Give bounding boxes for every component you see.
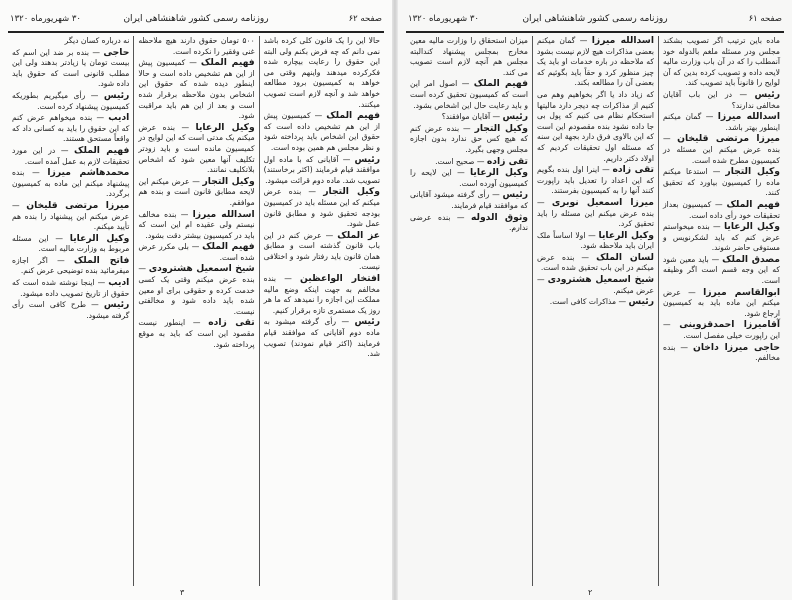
page-number: صفحه ۶۲ — [348, 14, 382, 24]
text-column — [532, 36, 658, 586]
speech-text: — در این مورد تحقیقات لازم به عمل آمده است. — [12, 145, 130, 166]
speech-paragraph — [410, 112, 528, 123]
issue-date: ۳۰ شهریورماه ۱۳۲۰ — [408, 14, 479, 24]
text-column — [259, 36, 384, 586]
speech-text: — بنده عرض میکنم که این مسئله باید در کمیسیون بودجه تحقیق شود و مطابق قانون عمل شود. — [263, 187, 380, 229]
speaker-name: ادیب — [108, 112, 130, 124]
speech-paragraph — [12, 113, 129, 145]
speech-paragraph — [537, 90, 654, 164]
speaker-name: میرزا مرتضی قلیخان — [677, 133, 781, 145]
speech-paragraph — [264, 187, 380, 229]
speech-paragraph — [264, 274, 380, 316]
speech-text: — اگر اجازه میفرمائید بنده توضیحی عرض کنم. — [12, 255, 130, 276]
speaker-name: عز الملک — [337, 229, 381, 241]
speech-paragraph — [663, 90, 780, 111]
speaker-name: اسدالله میرزا — [591, 36, 654, 46]
speech-text: — بنده عرض میکنم این مسئله را باید تحقیق کرد. — [537, 197, 654, 229]
speaker-name: حاجی میرزا داخان — [693, 341, 780, 353]
speech-text: — بنده مخالف نیستم ولی عقیده ام این است که باید در کمیسیون بیشتر دقت بشود. — [138, 209, 255, 240]
speech-text: میزان استحقاق را وزارت مالیه معین مخارج بمجلس پیشنهاد کندالبته مجلس هم آنچه لازم است تصویب می کند. — [410, 36, 528, 77]
speaker-name: فهیم الملک — [473, 78, 528, 90]
speech-paragraph — [138, 318, 254, 350]
speech-text: ماده باین ترتیب اگر تصویب بشکند مجلس ودر مسئله ملغم بالدوله خود آنمطلب را که در آن باب وزارت مالیه لایحه داده و تصویب کرده بدین که آن لوایح را قانوناً باید تصویب کند. — [663, 36, 780, 88]
speech-paragraph — [264, 317, 380, 359]
speaker-name: وکیل الرعایا — [69, 232, 130, 244]
speech-text: — در این باب آقایان مخالفی ندارند؟ — [663, 89, 780, 110]
speaker-name: ادیب — [108, 277, 130, 289]
speech-paragraph — [12, 300, 129, 321]
speech-text: — گمان میکنم بعضی مذاکرات هیچ لازم نیست بشود که ملاحظه در باره خدمات او باید یک چیز منظور کرد و حقاً باید بگوئیم که بعضی آن را مطالعه بکند. — [537, 36, 654, 88]
speech-paragraph — [138, 177, 254, 209]
speaker-name: رئیس — [502, 189, 528, 201]
speaker-name: اسدالله میرزا — [717, 111, 780, 123]
speech-text: — بنده عرض میکنم یک مدتی است که این لوایح در کمیسیون مانده است و باید زودتر تکلیف آنها معین شود که اشخاص بلاتکلیف نمانند. — [138, 122, 255, 175]
speaker-name: وکیل الرعایا — [195, 121, 255, 133]
speaker-name: افتخار الواعظین — [300, 273, 380, 285]
speaker-name: محمدهاشم میرزا — [47, 167, 130, 179]
speech-paragraph — [410, 124, 528, 156]
speaker-name: فهیم الملک — [202, 241, 255, 253]
speaker-name: رئیس — [354, 153, 380, 165]
speaker-name: فهیم الملک — [726, 198, 780, 210]
speech-text: ۵۰۰ تومان حقوق دارند هیچ ملاحظه غنی وفقیر را نکرده است. — [138, 36, 255, 56]
speech-paragraph — [12, 278, 129, 299]
speech-text: — کمیسیون پیش از این هم تشخیص داده است و حالا اینطور دیده شده که حقوق این اشخاص بدون ملاحظه برقرار شده است و بعد از این هم باید مراقبت شود. — [138, 58, 255, 121]
speech-paragraph — [138, 123, 254, 176]
speech-paragraph — [410, 213, 528, 234]
speech-paragraph — [663, 255, 780, 287]
text-column — [406, 36, 532, 586]
speaker-name: حاجی — [103, 46, 130, 58]
speech-text: — عرض میکنم. — [537, 275, 654, 295]
speech-paragraph — [537, 275, 654, 296]
speech-text: — عرض کنم در این باب قانون گذشته است و مطابق همان قانون باید رفتار شود و اختلافی نیست. — [263, 230, 380, 272]
speaker-name: وکیل التجار — [725, 166, 781, 178]
speech-text: — این لایحه را کمیسیون آورده است. — [410, 168, 528, 188]
speech-text: — عرض میکنم این ماده باید به کمیسیون ارجاع شود. — [663, 287, 780, 318]
speech-paragraph — [12, 201, 129, 233]
speech-paragraph — [410, 168, 528, 189]
speech-paragraph — [12, 168, 129, 200]
speaker-name: لسان الملک — [596, 251, 654, 263]
speaker-name: وکیل التجار — [474, 122, 528, 134]
text-column — [133, 36, 258, 586]
speaker-name: فاتح الملک — [73, 254, 130, 266]
speech-text: — باید معین شود که این وجه قسم است اگر وظیفه است. — [663, 254, 780, 286]
speech-text: — استدعا میکنم ماده را کمیسیون بیاورد که تحقیق کنند. — [663, 167, 780, 198]
speaker-name: رئیس — [354, 316, 380, 328]
speech-paragraph — [138, 210, 254, 242]
speech-text: — بنده عرض میکنم وقتی یک کسی خدمت کرده و حقوقی برای او معین شده باید داده شود و مخالفتی نیست. — [138, 264, 255, 316]
speech-paragraph — [264, 231, 380, 273]
header-rule — [8, 31, 384, 33]
speech-text: — عرض میکنم این لایحه مطابق قانون است و بنده هم موافقم. — [138, 176, 255, 207]
speaker-name: تقی زاده — [208, 317, 255, 329]
speech-text: حالا این را یک قانون کلی کرده باشد نمی دانم که چه فرض بکنم ولی البته این حقوق را رعایت بیچاره شده فکرکرده میدهند واینهم وقتی می خواهد به کمیسیون برود مطالعه خواهد شد و آنچه لازم است تصویب میکنند. — [263, 36, 380, 109]
speech-paragraph — [410, 36, 528, 78]
speaker-name: رئیس — [754, 88, 780, 100]
speech-paragraph — [12, 256, 129, 277]
newspaper-title: روزنامه رسمی کشور شاهنشاهی ایران — [522, 14, 668, 24]
speaker-name: رئیس — [502, 111, 528, 123]
speech-text: — گمان میکنم اینطور بهتر باشد. — [663, 112, 780, 132]
newspaper-title: روزنامه رسمی کشور شاهنشاهی ایران — [123, 14, 269, 24]
speaker-name: مصدق الملک — [722, 253, 780, 265]
speaker-name: شیخ اسمعیل هشترودی — [148, 263, 255, 275]
speaker-name: رئیس — [628, 296, 654, 308]
speech-text: — آقایان موافقند؟ — [441, 112, 501, 122]
speech-paragraph — [264, 111, 380, 153]
speech-text: — بنده عرض میکنم در این باب تحقیق شده است. — [537, 252, 654, 273]
speech-paragraph — [663, 112, 780, 133]
speaker-name: فهیم الملک — [74, 144, 130, 156]
speaker-name: وکیل التجار — [202, 175, 255, 187]
speech-text: — بنده عرضی ندارم. — [410, 212, 528, 233]
page-header — [408, 12, 782, 28]
speaker-name: تقی زاده — [612, 164, 655, 176]
speaker-name: آقامیرزا احمدقزوینی — [679, 319, 780, 331]
speaker-name: رئیس — [103, 89, 130, 101]
speech-paragraph — [12, 36, 129, 47]
speaker-name: شیخ اسمعیل هشترودی — [547, 274, 654, 286]
speech-text: — اینجا نوشته شده است که حقوق از تاریخ تصویب داده میشود. — [12, 278, 130, 298]
speaker-name: وثوق الدوله — [470, 211, 528, 223]
speech-text: — عرض میکنم این پیشنهاد را بنده هم تأیید میکنم. — [12, 200, 130, 232]
speech-paragraph — [537, 198, 654, 230]
issue-date: ۳۰ شهریورماه ۱۳۲۰ — [10, 14, 81, 24]
speech-text: که زیاد داد یا اگر بخواهیم وهم می کنیم از مذاکرات چه دیجر دارد مالیتها استحکام نظام می کنیم که پول بی جا داده نشود بنده مقصودم این است که این بالاوی فرق دارد بجهة این سنه که مسئله اول تحقیقات کردیم که اولاد دکتر داریم. — [537, 89, 654, 163]
speech-text: — بنده بر ضد این اسم که بیست تومان یا زیادتر بدهند ولی این مطلب قانونی است که حقوق باید داده شود. — [12, 47, 130, 89]
speech-paragraph — [663, 222, 780, 254]
speech-text: — کمیسیون بعداز تحقیقات خود رأی داده است. — [663, 199, 780, 220]
speech-text: — کمیسیون پیش از این هم تشخیص داده است که حقوق این اشخاص باید پرداخته شود و نظر مجلس هم همین بوده است. — [263, 111, 380, 152]
speech-paragraph — [264, 36, 380, 110]
speech-text: — بنده میخواستم عرض کنم که باید لشکرنویس و مستوفی حاضر شوند. — [663, 222, 780, 253]
speech-text: — بنده میخواهم عرض کنم که این حقوق را باید به کسانی داد که واقعاً مستحق هستند. — [12, 113, 130, 144]
speaker-name: تقی زاده — [486, 155, 528, 167]
speech-paragraph — [537, 253, 654, 274]
speech-paragraph — [663, 134, 780, 166]
speech-text: — اولا اساساً ملک ایران باید ملاحظه شود. — [537, 230, 654, 251]
speech-paragraph — [410, 157, 528, 168]
speaker-name: میرزا مرتضی قلیخان — [26, 199, 130, 211]
left-page — [0, 0, 392, 600]
speech-paragraph — [663, 320, 780, 341]
speech-text: — آقایانی که با ماده اول موافقند قیام فرمایند (اکثر برخاستند) تصویب شد. ماده دوم قرائت میشود. — [263, 154, 380, 185]
speech-paragraph — [410, 190, 528, 211]
speech-text: — اینطور نیست مقصود این است که باید به موقع پرداخته شود. — [138, 318, 255, 349]
speech-text: — بنده عرض کنم که هیچ کس حق ندارد بدون اجازه مجلس وجهی بگیرد. — [410, 123, 528, 154]
speech-paragraph — [12, 91, 129, 112]
footer-number: ۳ — [180, 588, 185, 597]
speech-paragraph — [138, 264, 254, 317]
speaker-name: وکیل التجار — [323, 186, 380, 198]
speech-text: — اینرا اول بنده بگویم که این اعداد را تعدیل باید راپورت کنند آنها را به کمیسیون بفرستند. — [537, 165, 654, 196]
text-columns — [8, 36, 384, 586]
speech-paragraph — [663, 288, 780, 320]
speaker-name: ابوالقاسم میرزا — [703, 286, 780, 298]
speech-text: — این راپورت خیلی مفصل است. — [663, 320, 780, 341]
speech-paragraph — [12, 146, 129, 167]
speech-paragraph — [537, 165, 654, 197]
speech-paragraph — [537, 231, 654, 252]
speaker-name: وکیل الرعایا — [723, 221, 780, 233]
speech-paragraph — [663, 343, 780, 364]
speech-text: — صحیح است. — [435, 156, 485, 166]
speaker-name: وکیل الرعایا — [598, 229, 654, 241]
speech-text: — بنده مخالفم به جهت اینکه وضع مالیه مملکت این اجازه را نمیدهد که ما هر روز یک مستمری تازه برقرار کنیم. — [263, 274, 380, 315]
speech-paragraph — [12, 48, 129, 90]
text-column — [658, 36, 784, 586]
speech-text: — بلی مکرر عرض شده است. — [138, 242, 255, 262]
speech-paragraph — [138, 36, 254, 57]
speech-paragraph — [537, 297, 654, 308]
speech-text: — بنده پیشنهاد میکنم این ماده به کمیسیون برگردد. — [12, 168, 130, 199]
speaker-name: رئیس — [103, 299, 130, 311]
speech-paragraph — [138, 58, 254, 122]
page-header — [10, 12, 382, 28]
speech-text: — بنده عرض میکنم این مسئله در کمیسیون مطرح شده است. — [663, 134, 780, 165]
speech-paragraph — [663, 200, 780, 221]
speech-text: — مذاکرات کافی است. — [549, 297, 627, 307]
speech-text: — بنده مخالفم. — [663, 342, 780, 363]
speaker-name: میرزا اسمعیل نوبری — [551, 196, 654, 208]
speaker-name: اسدالله میرزا — [192, 208, 255, 220]
speech-paragraph — [264, 155, 380, 187]
speaker-name: فهیم الملک — [200, 57, 255, 69]
speech-paragraph — [537, 36, 654, 89]
speech-text: — رأی گرفته میشود آقایانی که موافقند قیام فرمایند. — [410, 190, 528, 210]
right-page — [398, 0, 792, 600]
speech-paragraph — [663, 36, 780, 89]
speech-paragraph — [138, 242, 254, 263]
speech-text: — رأی گرفته میشود به ماده دوم آقایانی که موافقند قیام فرمایند (اکثر قیام نمودند) تصویب شد. — [263, 317, 380, 359]
speaker-name: فهیم الملک — [326, 110, 380, 122]
speech-text: — رأی میگیریم بطوریکه کمیسیون پیشنهاد کرده است. — [12, 90, 130, 111]
speech-text: نه درباره کسان دیگر — [64, 36, 130, 45]
speech-paragraph — [663, 167, 780, 199]
text-columns — [406, 36, 784, 586]
page-number: صفحه ۶۱ — [748, 14, 782, 24]
header-rule — [406, 31, 784, 33]
speech-text: — طرح کافی است رأی گرفته میشود. — [12, 300, 130, 320]
speaker-name: وکیل الرعایا — [469, 167, 528, 179]
text-column — [8, 36, 133, 586]
speech-paragraph — [410, 79, 528, 111]
footer-number: ۲ — [588, 588, 593, 597]
speech-paragraph — [12, 234, 129, 255]
speech-text: — اصول امر این است که کمیسیون تحقیق کرده است و باید رعایت حال این اشخاص بشود. — [410, 79, 528, 110]
speech-text: — این مسئله مربوط به وزارت مالیه است. — [12, 233, 130, 254]
